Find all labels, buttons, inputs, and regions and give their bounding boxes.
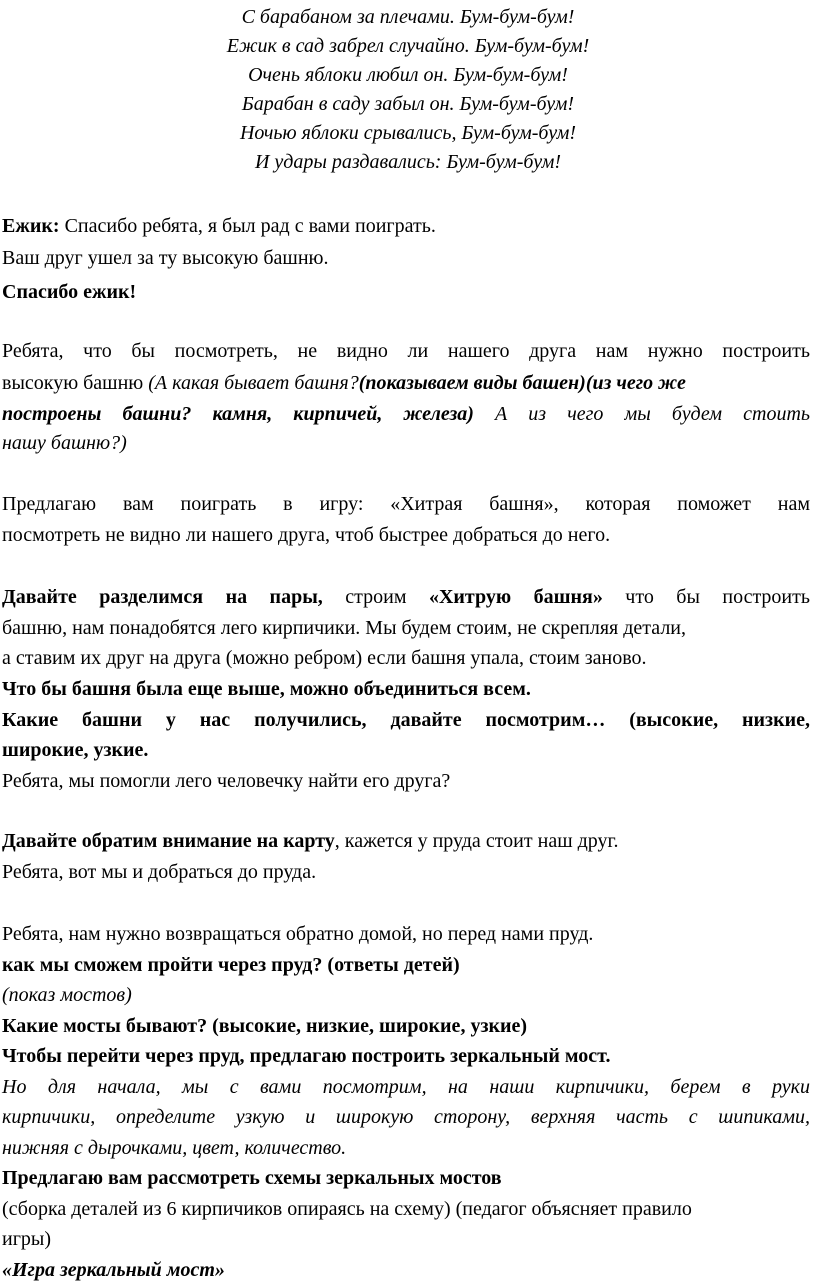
poem-line-2: Ежик в сад забрел случайно. Бум-бум-бум!	[226, 35, 590, 57]
map-line-2: Ребята, вот мы и добраться до пруда.	[2, 861, 317, 883]
pond-line-8: нижняя с дырочками, цвет, количество.	[2, 1137, 347, 1159]
pond-line-3: (показ мостов)	[2, 984, 132, 1006]
pond-line-1: Ребята, нам нужно возвращаться обратно домой, но перед нами пруд.	[2, 923, 594, 945]
pond-line-7: кирпичики, определите узкую и широкую сторону, верхняя часть с шипиками,	[2, 1106, 810, 1128]
poem-line-5: Ночью яблоки срывались, Бум-бум-бум!	[239, 122, 577, 144]
pairs-line-5: Какие башни у нас получились, давайте посмотрим… (высокие, низкие,	[2, 709, 810, 731]
pond-line-2: как мы сможем пройти через пруд? (ответы детей)	[2, 954, 460, 976]
speaker-label: Ежик:	[2, 215, 60, 237]
poem-line-1: С барабаном за плечами. Бум-бум-бум!	[241, 6, 575, 28]
pairs-line-4: Что бы башня была еще выше, можно объединиться всем.	[2, 678, 531, 700]
poem-line-4: Барабан в саду забыл он. Бум-бум-бум!	[241, 93, 575, 115]
game-offer-line-1: Предлагаю вам поиграть в игру: «Хитрая башня», которая поможет нам	[2, 493, 810, 515]
tower-intro-line-3: построены башни? камня, кирпичей, железа) А из чего мы будем стоить	[2, 403, 810, 425]
tower-intro-line-4: нашу башню?)	[2, 432, 127, 454]
pond-line-9: Предлагаю вам рассмотреть схемы зеркальных мостов	[2, 1167, 502, 1189]
thanks-line: Спасибо ежик!	[2, 281, 137, 303]
pond-line-5: Чтобы перейти через пруд, предлагаю построить зеркальный мост.	[2, 1045, 611, 1067]
tower-intro-line-2: высокую башню (А какая бывает башня?(показываем виды башен)(из чего же	[2, 372, 686, 394]
pairs-line-6: широкие, узкие.	[2, 739, 149, 761]
pond-line-12: «Игра зеркальный мост»	[2, 1259, 225, 1281]
hedgehog-line-1: Ежик: Спасибо ребята, я был рад с вами поиграть.	[2, 215, 436, 237]
pairs-line-7: Ребята, мы помогли лего человечку найти его друга?	[2, 770, 451, 792]
pairs-line-1: Давайте разделимся на пары, строим «Хитрую башня» что бы построить	[2, 586, 810, 608]
pond-line-11: игры)	[2, 1228, 52, 1250]
pond-line-10: (сборка деталей из 6 кирпичиков опираясь на схему) (педагог объясняет правило	[2, 1198, 692, 1220]
pairs-line-2: башню, нам понадобятся лего кирпичики. Мы будем стоим, не скрепляя детали,	[2, 617, 687, 639]
tower-intro-line-1: Ребята, что бы посмотреть, не видно ли нашего друга нам нужно построить	[2, 340, 810, 362]
poem-line-3: Очень яблоки любил он. Бум-бум-бум!	[248, 64, 568, 86]
pond-line-6: Но для начала, мы с вами посмотрим, на наши кирпичики, берем в руки	[2, 1076, 810, 1098]
map-line-1: Давайте обратим внимание на карту, кажется у пруда стоит наш друг.	[2, 830, 619, 852]
game-offer-line-2: посмотреть не видно ли нашего друга, чтоб быстрее добраться до него.	[2, 524, 611, 546]
hedgehog-line-2: Ваш друг ушел за ту высокую башню.	[2, 247, 329, 269]
pairs-line-3: а ставим их друг на друга (можно ребром) если башня упала, стоим заново.	[2, 647, 647, 669]
poem-line-6: И удары раздавались: Бум-бум-бум!	[254, 151, 562, 173]
pond-line-4: Какие мосты бывают? (высокие, низкие, широкие, узкие)	[2, 1015, 528, 1037]
